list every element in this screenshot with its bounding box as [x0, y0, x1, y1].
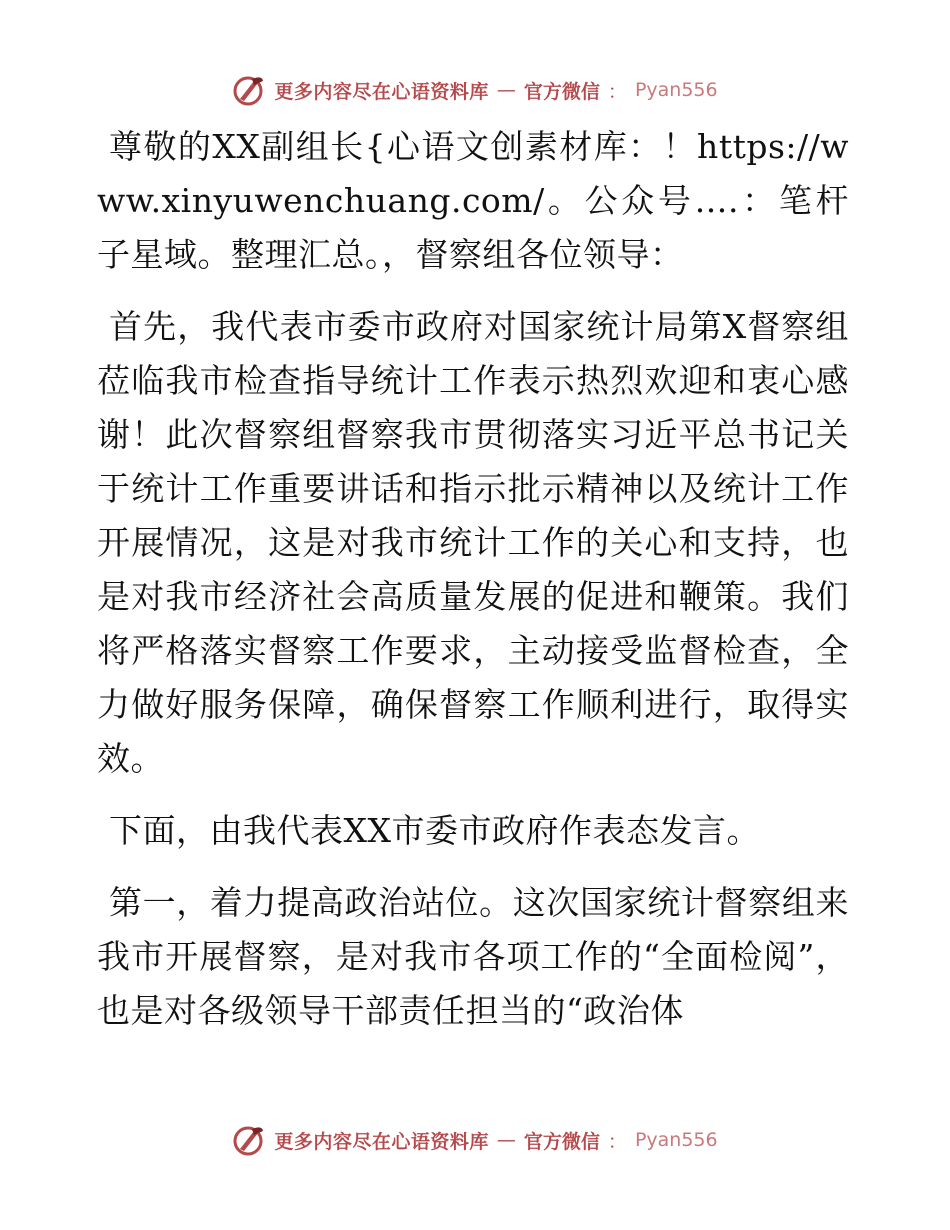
banner-separator: —	[496, 79, 516, 101]
banner-colon: ：	[607, 1130, 627, 1153]
banner-separator: —	[496, 1129, 516, 1151]
banner-colon: ：	[607, 80, 627, 103]
paragraph-intro: 下面，由我代表XX市委市政府作表态发言。	[109, 811, 760, 850]
paragraph-salutation: 尊敬的XX副组长{心语文创素材库：！https://www.xinyuwenchuang.com/。公众号….：笔杆子星域。整理汇总。，督察组各位领导：	[97, 127, 849, 274]
banner-main-text: 更多内容尽在心语资料库	[274, 1130, 489, 1153]
header-banner	[0, 70, 950, 110]
paragraph-first-point: 第一，着力提高政治站位。这次国家统计督察组来我市开展督察，是对我市各项工作的“全面检阅”，也是对各级领导干部责任担当的“政治体	[97, 883, 849, 1030]
feather-quill-logo-icon	[232, 1123, 266, 1157]
document-body	[97, 120, 849, 1056]
banner-main-text: 更多内容尽在心语资料库	[274, 80, 489, 103]
banner-wechat-label: 官方微信	[523, 80, 600, 103]
feather-quill-logo-icon	[232, 73, 266, 107]
banner-wechat-id: Pyan556	[634, 79, 718, 101]
banner-wechat-id: Pyan556	[634, 1129, 718, 1151]
footer-banner	[0, 1120, 950, 1160]
banner-wechat-label: 官方微信	[523, 1130, 600, 1153]
paragraph-welcome: 首先，我代表市委市政府对国家统计局第X督察组莅临我市检查指导统计工作表示热烈欢迎和衷心感谢！此次督察组督察我市贯彻落实习近平总书记关于统计工作重要讲话和指示批示精神以及统计工作开展情况，这是对我市统计工作的关心和支持，也是对我市经济社会高质量发展的促进和鞭策。我们将严格落实督察工作要求，主动接受监督检查，全力做好服务保障，确保督察工作顺利进行，取得实效。	[97, 307, 849, 778]
